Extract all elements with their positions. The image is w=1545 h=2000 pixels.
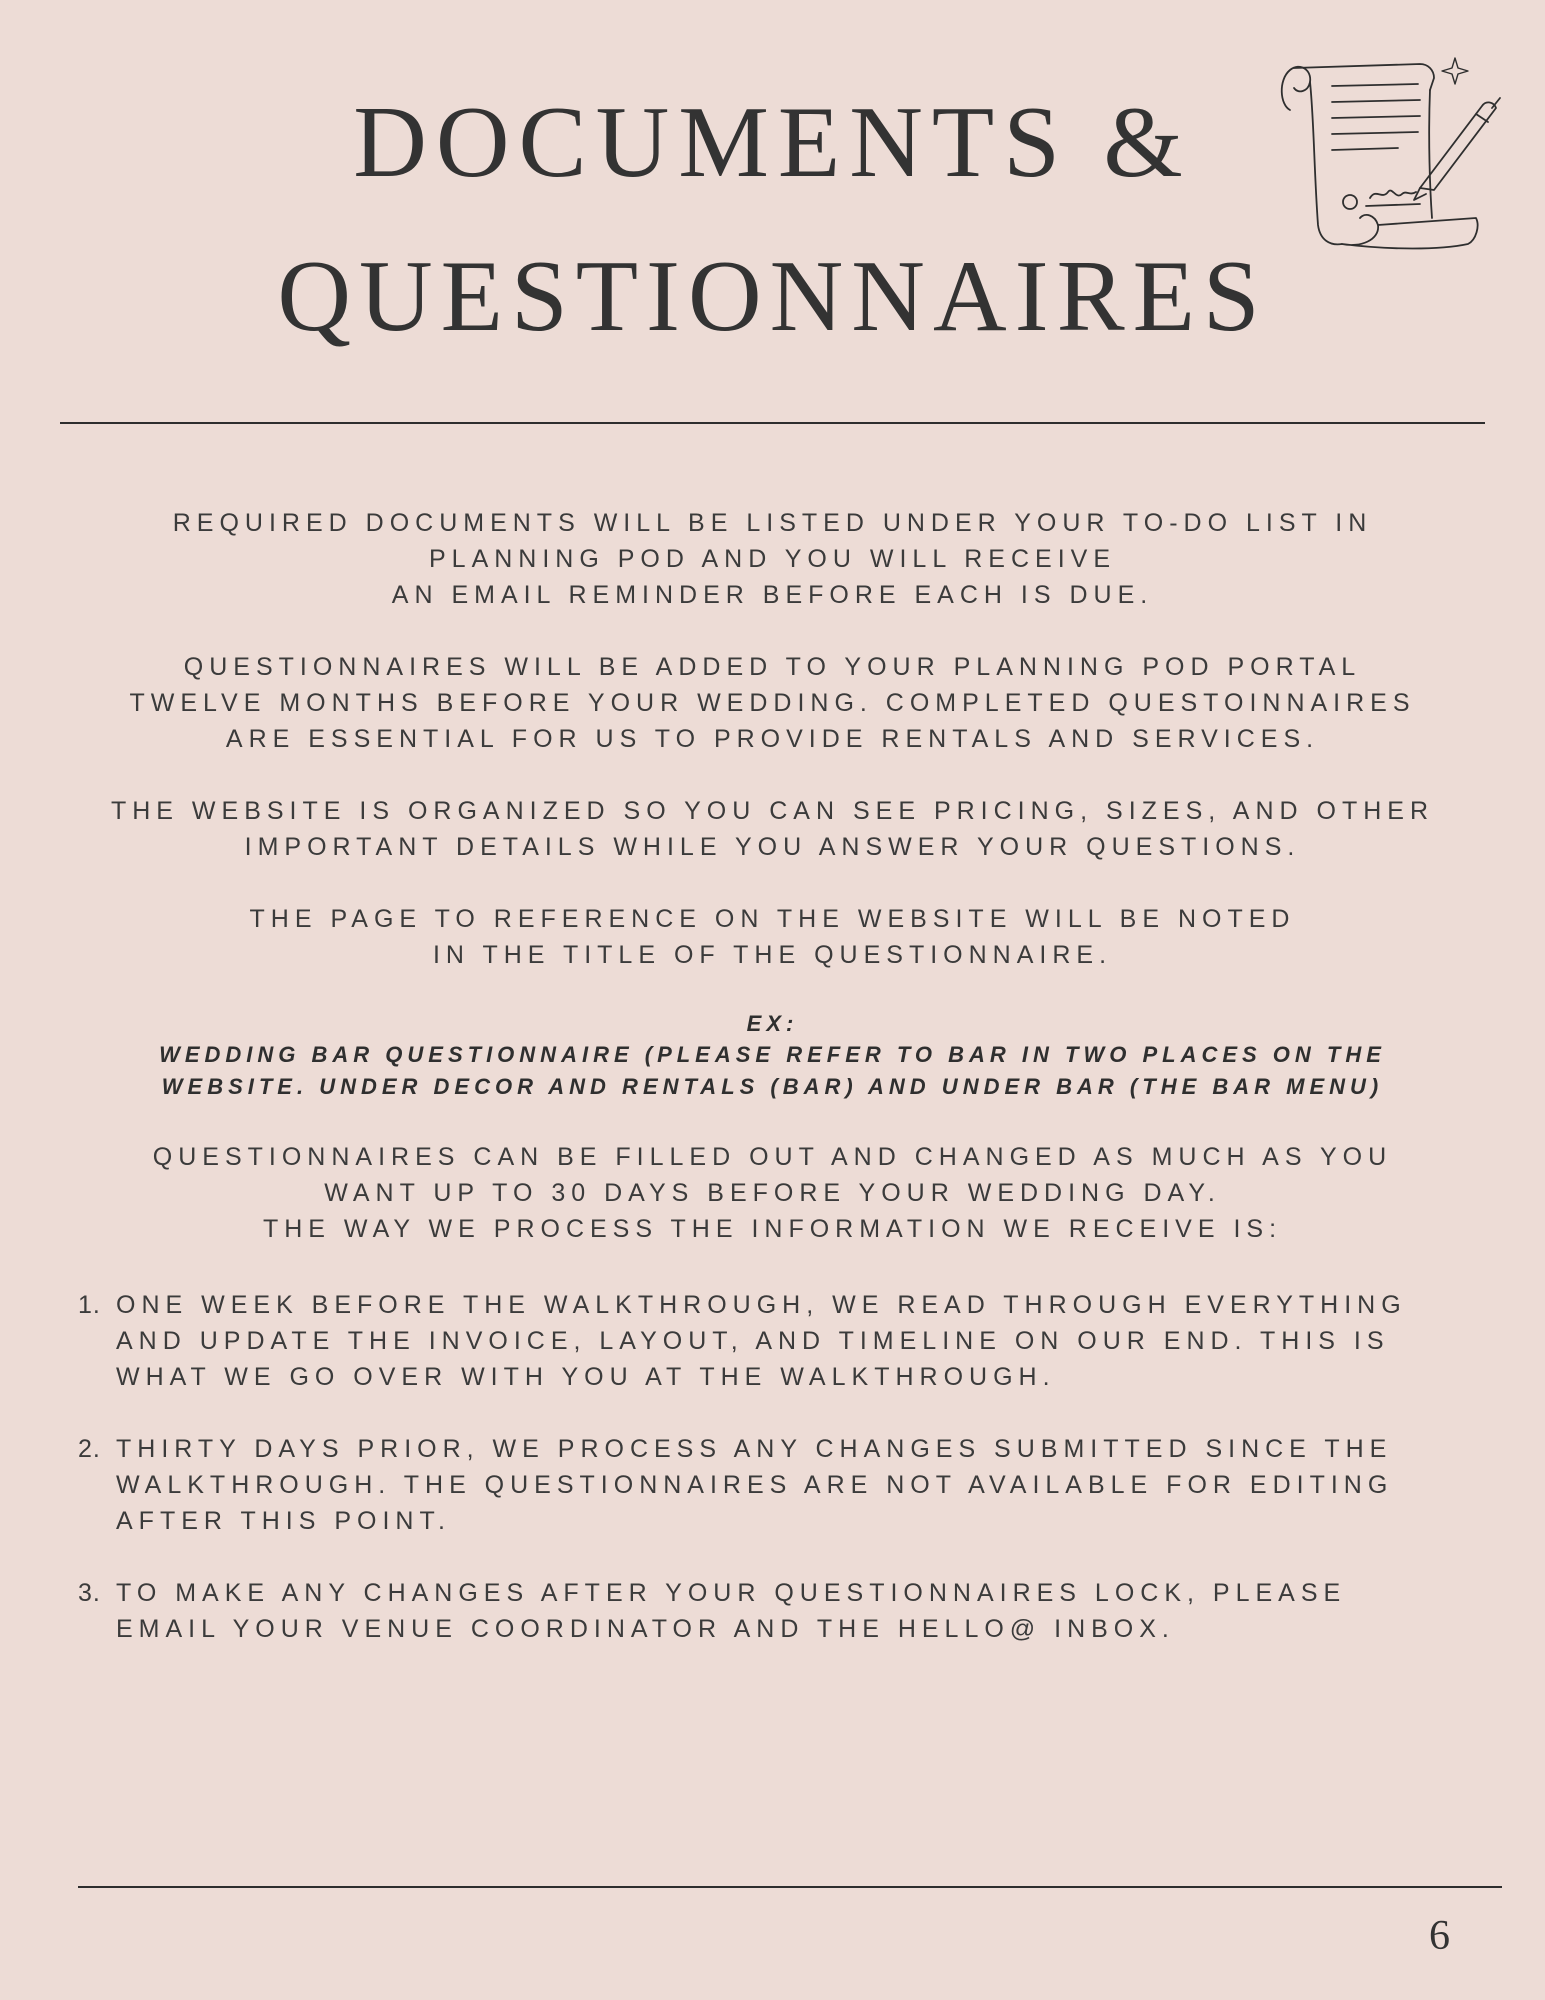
example-label: EX: <box>746 1011 799 1036</box>
text-line: AND UPDATE THE INVOICE, LAYOUT, AND TIMELINE ON OUR END. THIS IS <box>116 1327 1390 1355</box>
paragraph-required-documents <box>70 505 1475 613</box>
list-item <box>78 1575 1478 1647</box>
scroll-with-pen-icon <box>1270 50 1510 260</box>
text-line: THE WAY WE PROCESS THE INFORMATION WE RECEIVE IS: <box>262 1215 1283 1243</box>
bottom-divider <box>78 1886 1502 1888</box>
text-line: PLANNING POD AND YOU WILL RECEIVE <box>428 545 1116 573</box>
text-line: WANT UP TO 30 DAYS BEFORE YOUR WEDDING DAY. <box>324 1179 1221 1207</box>
list-item <box>78 1431 1478 1539</box>
page-title-line-2: QUESTIONNAIRES <box>277 240 1268 353</box>
step-number: 2. <box>78 1435 101 1463</box>
text-line: WALKTHROUGH. THE QUESTIONNAIRES ARE NOT AVAILABLE FOR EDITING <box>116 1471 1394 1499</box>
example-line: WEDDING BAR QUESTIONNAIRE (PLEASE REFER TO BAR IN TWO PLACES ON THE <box>159 1042 1386 1067</box>
text-line: EMAIL YOUR VENUE COORDINATOR AND THE HELLO@ INBOX. <box>116 1615 1175 1643</box>
text-line: THE PAGE TO REFERENCE ON THE WEBSITE WILL BE NOTED <box>249 905 1296 933</box>
text-line: AFTER THIS POINT. <box>116 1507 451 1535</box>
step-number: 3. <box>78 1579 101 1607</box>
list-item <box>78 1287 1478 1395</box>
paragraph-questionnaires <box>70 649 1475 757</box>
step-number: 1. <box>78 1291 101 1319</box>
paragraph-website <box>70 793 1475 865</box>
text-line: IMPORTANT DETAILS WHILE YOU ANSWER YOUR QUESTIONS. <box>244 833 1301 861</box>
text-line: AN EMAIL REMINDER BEFORE EACH IS DUE. <box>391 581 1154 609</box>
paragraph-page-reference <box>70 901 1475 973</box>
page-number: 6 <box>1429 1913 1450 1959</box>
text-line: QUESTIONNAIRES CAN BE FILLED OUT AND CHANGED AS MUCH AS YOU <box>152 1143 1393 1171</box>
text-line: ONE WEEK BEFORE THE WALKTHROUGH, WE READ THROUGH EVERYTHING <box>116 1291 1407 1319</box>
text-line: IN THE TITLE OF THE QUESTIONNAIRE. <box>432 941 1113 969</box>
text-line: THIRTY DAYS PRIOR, WE PROCESS ANY CHANGES SUBMITTED SINCE THE <box>116 1435 1393 1463</box>
text-line: WHAT WE GO OVER WITH YOU AT THE WALKTHROUGH. <box>116 1363 1056 1391</box>
page-title-line-1: DOCUMENTS & <box>353 86 1192 199</box>
top-divider <box>60 422 1485 424</box>
text-line: REQUIRED DOCUMENTS WILL BE LISTED UNDER YOUR TO-DO LIST IN <box>172 509 1373 537</box>
example-block <box>70 1009 1475 1103</box>
paragraph-changes <box>70 1139 1475 1247</box>
example-line: WEBSITE. UNDER DECOR AND RENTALS (BAR) AND UNDER BAR (THE BAR MENU) <box>161 1074 1384 1099</box>
process-steps-list <box>78 1287 1478 1683</box>
text-line: ARE ESSENTIAL FOR US TO PROVIDE RENTALS AND SERVICES. <box>225 725 1320 753</box>
text-line: TWELVE MONTHS BEFORE YOUR WEDDING. COMPLETED QUESTOINNAIRES <box>129 689 1416 717</box>
text-line: TO MAKE ANY CHANGES AFTER YOUR QUESTIONNAIRES LOCK, PLEASE <box>116 1579 1347 1607</box>
document-body <box>70 505 1475 1283</box>
text-line: THE WEBSITE IS ORGANIZED SO YOU CAN SEE PRICING, SIZES, AND OTHER <box>110 797 1435 825</box>
text-line: QUESTIONNAIRES WILL BE ADDED TO YOUR PLANNING POD PORTAL <box>183 653 1362 681</box>
